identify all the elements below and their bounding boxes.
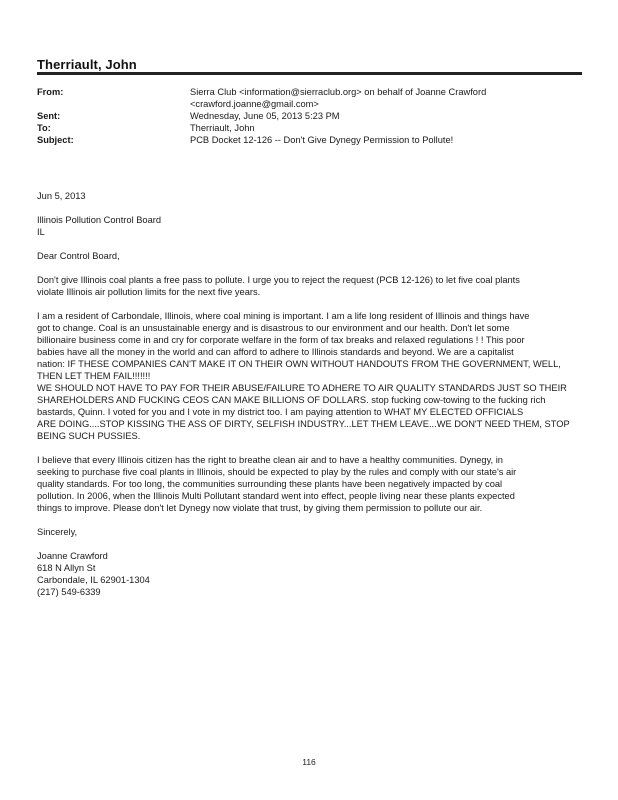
signature-line: (217) 549-6339 [37,587,101,597]
paragraph-line: I am a resident of Carbondale, Illinois, where coal mining is important. I am a life long resident of Illinois and things have [37,311,530,321]
subject-label: Subject: [37,135,74,145]
from-value-line: <crawford.joanne@gmail.com> [190,99,319,109]
paragraph-line: seeking to purchase five coal plants in Illinois, should be expected to play by the rules and comply with our state's air [37,467,517,477]
sent-value: Wednesday, June 05, 2013 5:23 PM [190,111,340,121]
paragraph-line: I believe that every Illinois citizen has the right to breathe clean air and to have a healthy communities. Dynegy, in [37,455,503,465]
letter-date: Jun 5, 2013 [37,191,86,201]
paragraph-line: things to improve. Please don't let Dynegy now violate that trust, by giving them permission to pollute our air. [37,503,483,513]
to-value: Therriault, John [190,123,255,133]
paragraph-line: got to change. Coal is an unsustainable energy and is disastrous to our environment and our health. Don't let some [37,323,510,333]
sent-label: Sent: [37,111,61,121]
subject-row [37,134,582,146]
paragraph-line: Don't give Illinois coal plants a free pass to pollute. I urge you to reject the request (PCB 12-126) to let five coal plants [37,275,520,285]
letter-signature [37,550,582,598]
from-row [37,86,582,110]
letter-closing: Sincerely, [37,527,78,537]
paragraph-line: pollution. In 2006, when the Illinois Multi Pollutant standard went into effect, people living near these plants expected [37,491,515,501]
recipient-name-heading: Therriault, John [37,57,137,72]
sent-row [37,110,582,122]
letter-recipient [37,214,582,238]
paragraph-line: WE SHOULD NOT HAVE TO PAY FOR THEIR ABUSE/FAILURE TO ADHERE TO AIR QUALITY STANDARDS JUST SO THEIR [37,383,567,393]
header-divider [37,72,582,75]
signature-line: Carbondale, IL 62901-1304 [37,575,150,585]
paragraph-line: babies have all the money in the world and can afford to adhere to Illinois standards and beyond. We are a capitalist [37,347,514,357]
recipient-line: IL [37,227,45,237]
from-label: From: [37,87,64,97]
paragraph-line: violate Illinois air pollution limits for the next five years. [37,287,261,297]
paragraph-line: quality standards. For too long, the communities surrounding these plants have been negatively impacted by coal [37,479,503,489]
letter-body [37,190,582,610]
paragraph-1 [37,274,582,298]
signature-line: Joanne Crawford [37,551,108,561]
from-value [190,86,582,110]
paragraph-line: SHAREHOLDERS AND FUCKING CEOS CAN MAKE BILLIONS OF DOLLARS. stop fucking cow-towing to the fucking rich [37,395,546,405]
to-label: To: [37,123,51,133]
paragraph-2 [37,310,582,442]
paragraph-line: nation: IF THESE COMPANIES CAN'T MAKE IT ON THEIR OWN WITHOUT HANDOUTS FROM THE GOVERNMENT, WELL, [37,359,561,369]
signature-line: 618 N Allyn St [37,563,96,573]
paragraph-line: ARE DOING....STOP KISSING THE ASS OF DIRTY, SELFISH INDUSTRY...LET THEM LEAVE...WE DON'T NEED THEM, STOP [37,419,570,429]
email-metadata [37,86,582,146]
paragraph-line: BEING SUCH PUSSIES. [37,431,141,441]
recipient-line: Illinois Pollution Control Board [37,215,162,225]
paragraph-line: billionaire business come in and cry for corporate welfare in the form of tax breaks and relaxed regulations ! ! This poor [37,335,525,345]
from-value-line: Sierra Club <information@sierraclub.org> on behalf of Joanne Crawford [190,87,487,97]
paragraph-line: THEN LET THEM FAIL!!!!!!! [37,371,151,381]
letter-salutation: Dear Control Board, [37,251,120,261]
page-number: 116 [302,757,316,767]
subject-value: PCB Docket 12-126 -- Don't Give Dynegy Permission to Pollute! [190,135,454,145]
to-row [37,122,582,134]
paragraph-3 [37,454,582,514]
paragraph-line: bastards, Quinn. I voted for you and I vote in my district too. I am paying attention to WHAT MY ELECTED OFFICIALS [37,407,524,417]
